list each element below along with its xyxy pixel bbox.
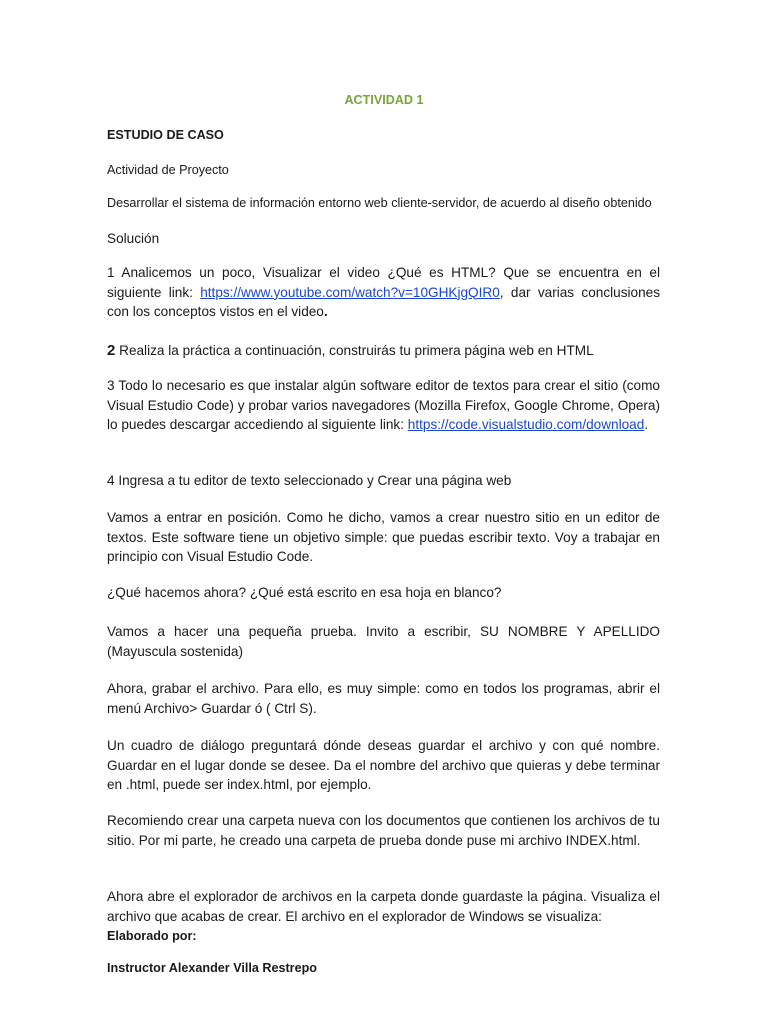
item-3 <box>107 376 660 435</box>
item-1-text: 1 Analicemos un poco, Visualizar el video ¿Qué es HTML? Que se encuentra en el siguiente link: <box>107 265 660 300</box>
item-3-text-after: . <box>644 417 649 432</box>
paragraph-4: Ahora, grabar el archivo. Para ello, es muy simple: como en todos los programas, abrir el menú Archivo> Guardar ó ( Ctrl S). <box>107 681 660 716</box>
item-2 <box>107 341 660 361</box>
item-2-number: 2 <box>107 342 116 359</box>
item-1-end: . <box>323 304 328 319</box>
item-2-text: Realiza la práctica a continuación, construirás tu primera página web en HTML <box>115 343 594 358</box>
paragraph-7: Ahora abre el explorador de archivos en la carpeta donde guardaste la página. Visualiza el archivo que acabas de crear. El archivo en el explorador de Windows se visualiza: <box>107 889 660 924</box>
vscode-download-link[interactable]: https://code.visualstudio.com/download <box>407 417 645 432</box>
item-4: 4 Ingresa a tu editor de texto seleccionado y Crear una página web <box>107 473 512 488</box>
paragraph-3: Vamos a hacer una pequeña prueba. Invito a escribir, SU NOMBRE Y APELLIDO (Mayuscula sostenida) <box>107 624 660 659</box>
solution-label: Solución <box>107 231 160 246</box>
item-1-text-after: , dar varias conclusiones con los conceptos vistos en el video <box>107 284 660 319</box>
footer-label: Elaborado por: <box>107 929 197 943</box>
subheading-actividad: Actividad de Proyecto <box>107 163 229 177</box>
paragraph-5: Un cuadro de diálogo preguntará dónde deseas guardar el archivo y con qué nombre. Guardar en el lugar donde se desee. Da el nombre del archivo que quieras y debe terminar en .html, puede ser index.html, por ejemplo. <box>107 738 660 792</box>
paragraph-2: ¿Qué hacemos ahora? ¿Qué está escrito en esa hoja en blanco? <box>107 585 502 600</box>
heading-estudio-de-caso: ESTUDIO DE CASO <box>107 128 224 142</box>
paragraph-1: Vamos a entrar en posición. Como he dicho, vamos a crear nuestro sitio en un editor de textos. Este software tiene un objetivo simple: que puedas escribir texto. Voy a trabajar en principio con Visual Estudio Code. <box>107 510 660 564</box>
document-title: ACTIVIDAD 1 <box>344 93 424 107</box>
item-3-text: 3 Todo lo necesario es que instalar algún software editor de textos para crear el sitio (como Visual Estudio Code) y probar varios navegadores (Mozilla Firefox, Google Chrome, Opera) lo puedes descargar accediendo al siguiente link: <box>107 378 660 432</box>
item-1 <box>107 263 660 322</box>
footer-author: Instructor Alexander Villa Restrepo <box>107 961 317 975</box>
youtube-link[interactable]: https://www.youtube.com/watch?v=10GHKjgQIR0 <box>200 284 500 300</box>
intro-paragraph: Desarrollar el sistema de información entorno web cliente-servidor, de acuerdo al diseño obtenido <box>107 196 652 210</box>
paragraph-6: Recomiendo crear una carpeta nueva con los documentos que contienen los archivos de tu sitio. Por mi parte, he creado una carpeta de prueba donde puse mi archivo INDEX.html. <box>107 813 660 848</box>
